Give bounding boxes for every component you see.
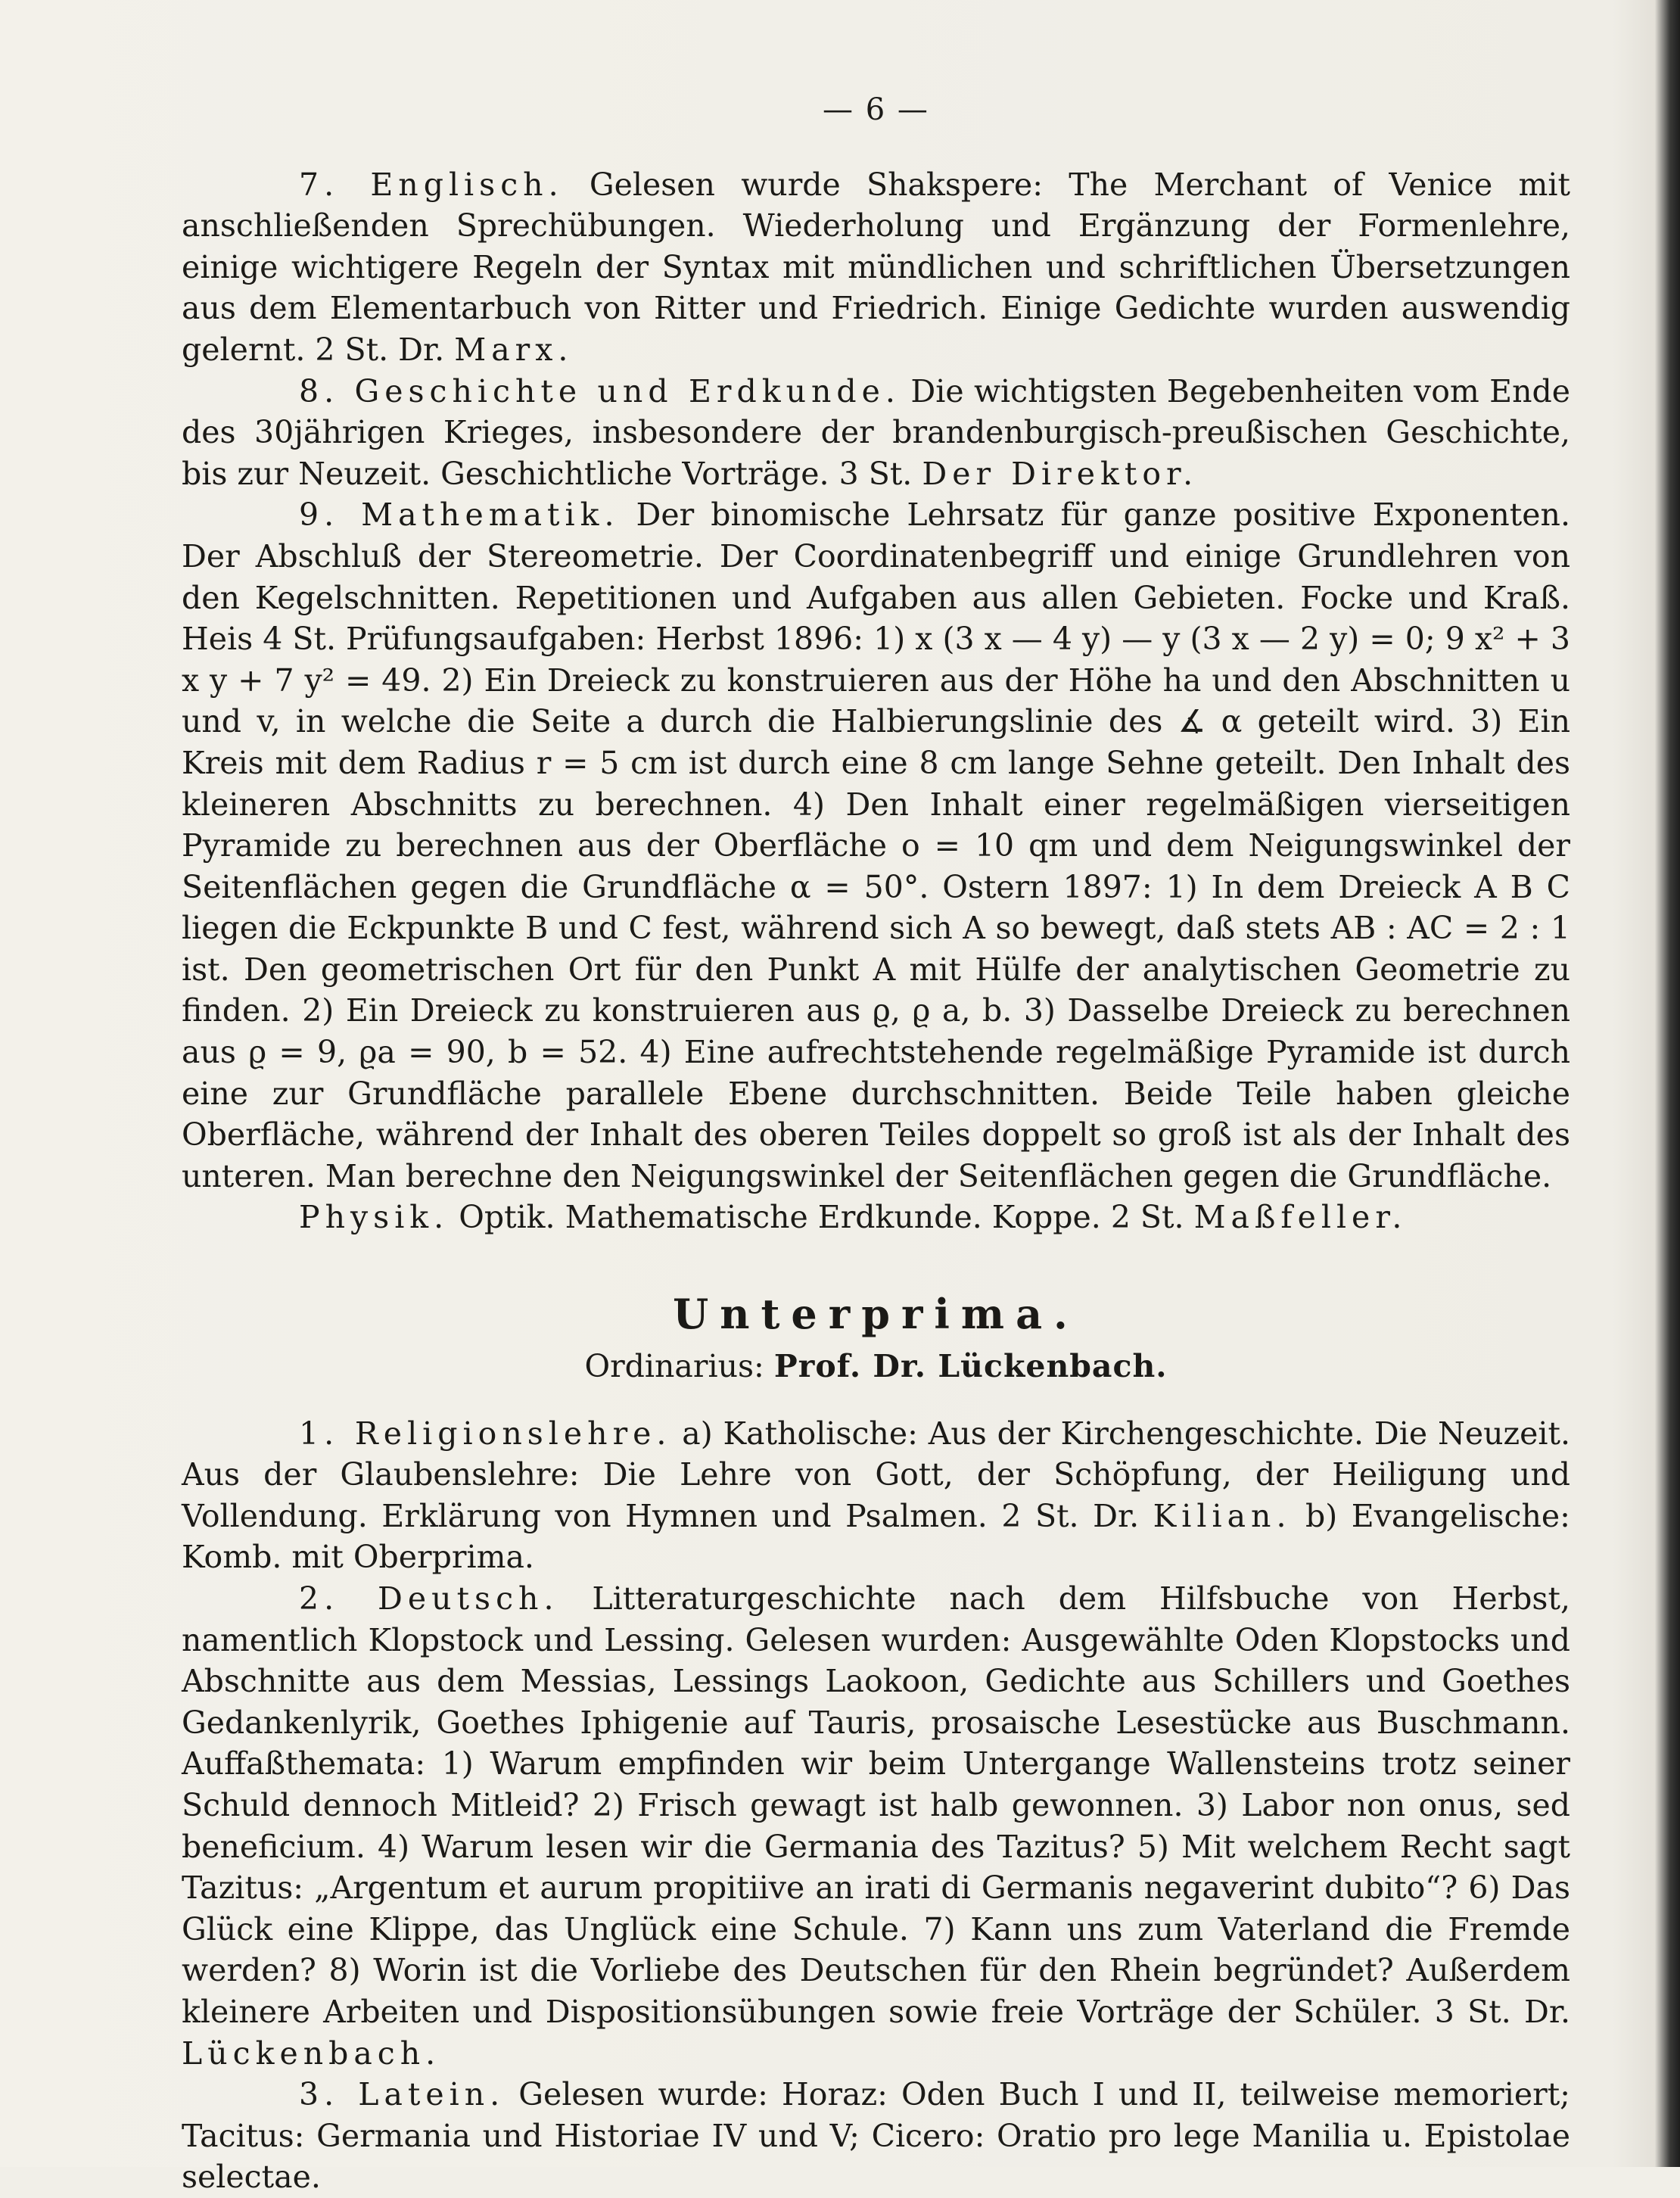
body-deutsch: Litteraturgeschichte nach dem Hilfsbuche von Herbst, namentlich Klopstock und Lessing. Gelesen wurden: Ausgewählte Oden Klopstocks und Abschnitte aus dem Messias, Lessings Laokoon, Gedichte aus Schillers und Goethes Gedankenlyrik, Goethes Iphigenie auf Tauris, prosaische Lesestücke aus Buschmann. Auffaßthemata: 1) Warum empfinden wir beim Untergange Wallensteins trotz seiner Schuld dennoch Mitleid? 2) Frisch gewagt ist halb gewonnen. 3) Labor non onus, sed beneficium. 4) Warum lesen wir die Germania des Tazitus? 5) Mit welchem Recht sagt Tazitus: „Argentum et aurum propitiive an irati di Germanis negaverint dubito“? 6) Das Glück eine Klippe, das Unglück eine Schule. 7) Kann uns zum Vaterland die Fremde werden? 8) Worin ist die Vorliebe des Deutschen für den Rhein begründet? Außerdem kleinere Arbeiten und Dispositionsübungen sowie freie Vorträge der Schüler. 3 St. Dr. bbox=[182, 1580, 1570, 2030]
heading-deutsch: 2. Deutsch. bbox=[299, 1580, 559, 1617]
body-physik: Optik. Mathematische Erdkunde. Koppe. 2 St. bbox=[459, 1199, 1184, 1236]
paragraph-mathematik bbox=[182, 494, 1570, 1197]
heading-latein: 3. Latein. bbox=[299, 2076, 506, 2113]
paragraph-geschichte bbox=[182, 371, 1570, 495]
page-text bbox=[182, 89, 1570, 2198]
teacher-englisch: Marx. bbox=[454, 331, 574, 368]
body-mathematik: Der binomische Lehrsatz für ganze positive Exponenten. Der Abschluß der Stereometrie. Der Coordinatenbegriff und einige Grundlehren von den Kegelschnitten. Repetitionen und Aufgaben aus allen Gebieten. Focke und Kraß. Heis 4 St. Prüfungsaufgaben: Herbst 1896: 1) x (3 x — 4 y) — y (3 x — 2 y) = 0; 9 x² + 3 x y + 7 y² = 49. 2) Ein Dreieck zu konstruieren aus der Höhe ha und den Abschnitten u und v, in welche die Seite a durch die Halbierungslinie des ∡ α geteilt wird. 3) Ein Kreis mit dem Radius r = 5 cm ist durch eine 8 cm lange Sehne geteilt. Den Inhalt des kleineren Abschnitts zu berechnen. 4) Den Inhalt einer regelmäßigen vierseitigen Pyramide zu berechnen aus der Oberfläche o = 10 qm und dem Neigungswinkel der Seitenflächen gegen die Grundfläche α = 50°. Ostern 1897: 1) In dem Dreieck A B C liegen die Eckpunkte B und C fest, während sich A so bewegt, daß stets AB : AC = 2 : 1 ist. Den geometrischen Ort für den Punkt A mit Hülfe der analytischen Geometrie zu finden. 2) Ein Dreieck zu konstruieren aus ϱ, ϱ a, b. 3) Dasselbe Dreieck zu berechnen aus ϱ = 9, ϱa = 90, b = 52. 4) Eine aufrechtstehende regelmäßige Pyramide ist durch eine zur Grundfläche parallele Ebene durchschnitten. Beide Teile haben gleiche Oberfläche, während der Inhalt des oberen Teiles doppelt so groß ist als der Inhalt des unteren. Man berechne den Neigungswinkel der Seitenflächen gegen die Grundfläche. bbox=[182, 497, 1570, 1194]
teacher-geschichte: Der Direktor. bbox=[922, 455, 1199, 492]
teacher-physik: Maßfeller. bbox=[1193, 1199, 1408, 1236]
ordinarius-label: Ordinarius: bbox=[584, 1348, 764, 1385]
teacher-religion: Kilian. bbox=[1153, 1497, 1292, 1534]
paragraph-physik bbox=[182, 1197, 1570, 1238]
class-title: Unterprima. bbox=[673, 1290, 1079, 1339]
page-number: — 6 — bbox=[823, 92, 929, 127]
heading-physik: Physik. bbox=[299, 1199, 450, 1236]
paragraph-englisch bbox=[182, 164, 1570, 371]
paragraph-deutsch bbox=[182, 1578, 1570, 2074]
paragraph-latein bbox=[182, 2074, 1570, 2198]
body-geschichte: Die wichtigsten Begebenheiten vom Ende des 30jährigen Krieges, insbesondere der brandenburgisch-preußischen Geschichte, bis zur Neuzeit. Geschichtliche Vorträge. 3 St. bbox=[182, 372, 1570, 492]
body-latein: Gelesen wurde: Horaz: Oden Buch I und II, teilweise memoriert; Tacitus: Germania und Historiae IV und V; Cicero: Oratio pro lege Manilia u. Epistolae selectae. bbox=[182, 2076, 1570, 2196]
body-religion-b: b) Evangelische: Komb. mit Oberprima. bbox=[182, 1497, 1570, 1576]
ordinarius-name: Prof. Dr. Lückenbach. bbox=[773, 1348, 1168, 1385]
body-englisch: Gelesen wurde Shakspere: The Merchant of Venice mit anschließenden Sprechübungen. Wiederholung und Ergänzung der Formenlehre, einige wichtigere Regeln der Syntax mit mündlichen und schriftlichen Übersetzungen aus dem Elementarbuch von Ritter und Friedrich. Einige Gedichte wurden auswendig gelernt. 2 St. Dr. bbox=[182, 166, 1570, 368]
heading-religion: 1. Religionslehre. bbox=[299, 1415, 672, 1452]
heading-mathematik: 9. Mathematik. bbox=[299, 497, 620, 534]
heading-englisch: 7. Englisch. bbox=[299, 166, 564, 203]
heading-geschichte: 8. Geschichte und Erdkunde. bbox=[299, 372, 901, 409]
teacher-deutsch: Lückenbach. bbox=[182, 2035, 441, 2072]
body-religion-a: a) Katholische: Aus der Kirchengeschichte. Die Neuzeit. Aus der Glaubenslehre: Die Lehre von Gott, der Schöpfung, der Heiligung und Vollendung. Erklärung von Hymnen und Psalmen. 2 St. Dr. bbox=[182, 1415, 1570, 1534]
paragraph-religion bbox=[182, 1413, 1570, 1578]
ordinarius-line bbox=[182, 1346, 1570, 1387]
